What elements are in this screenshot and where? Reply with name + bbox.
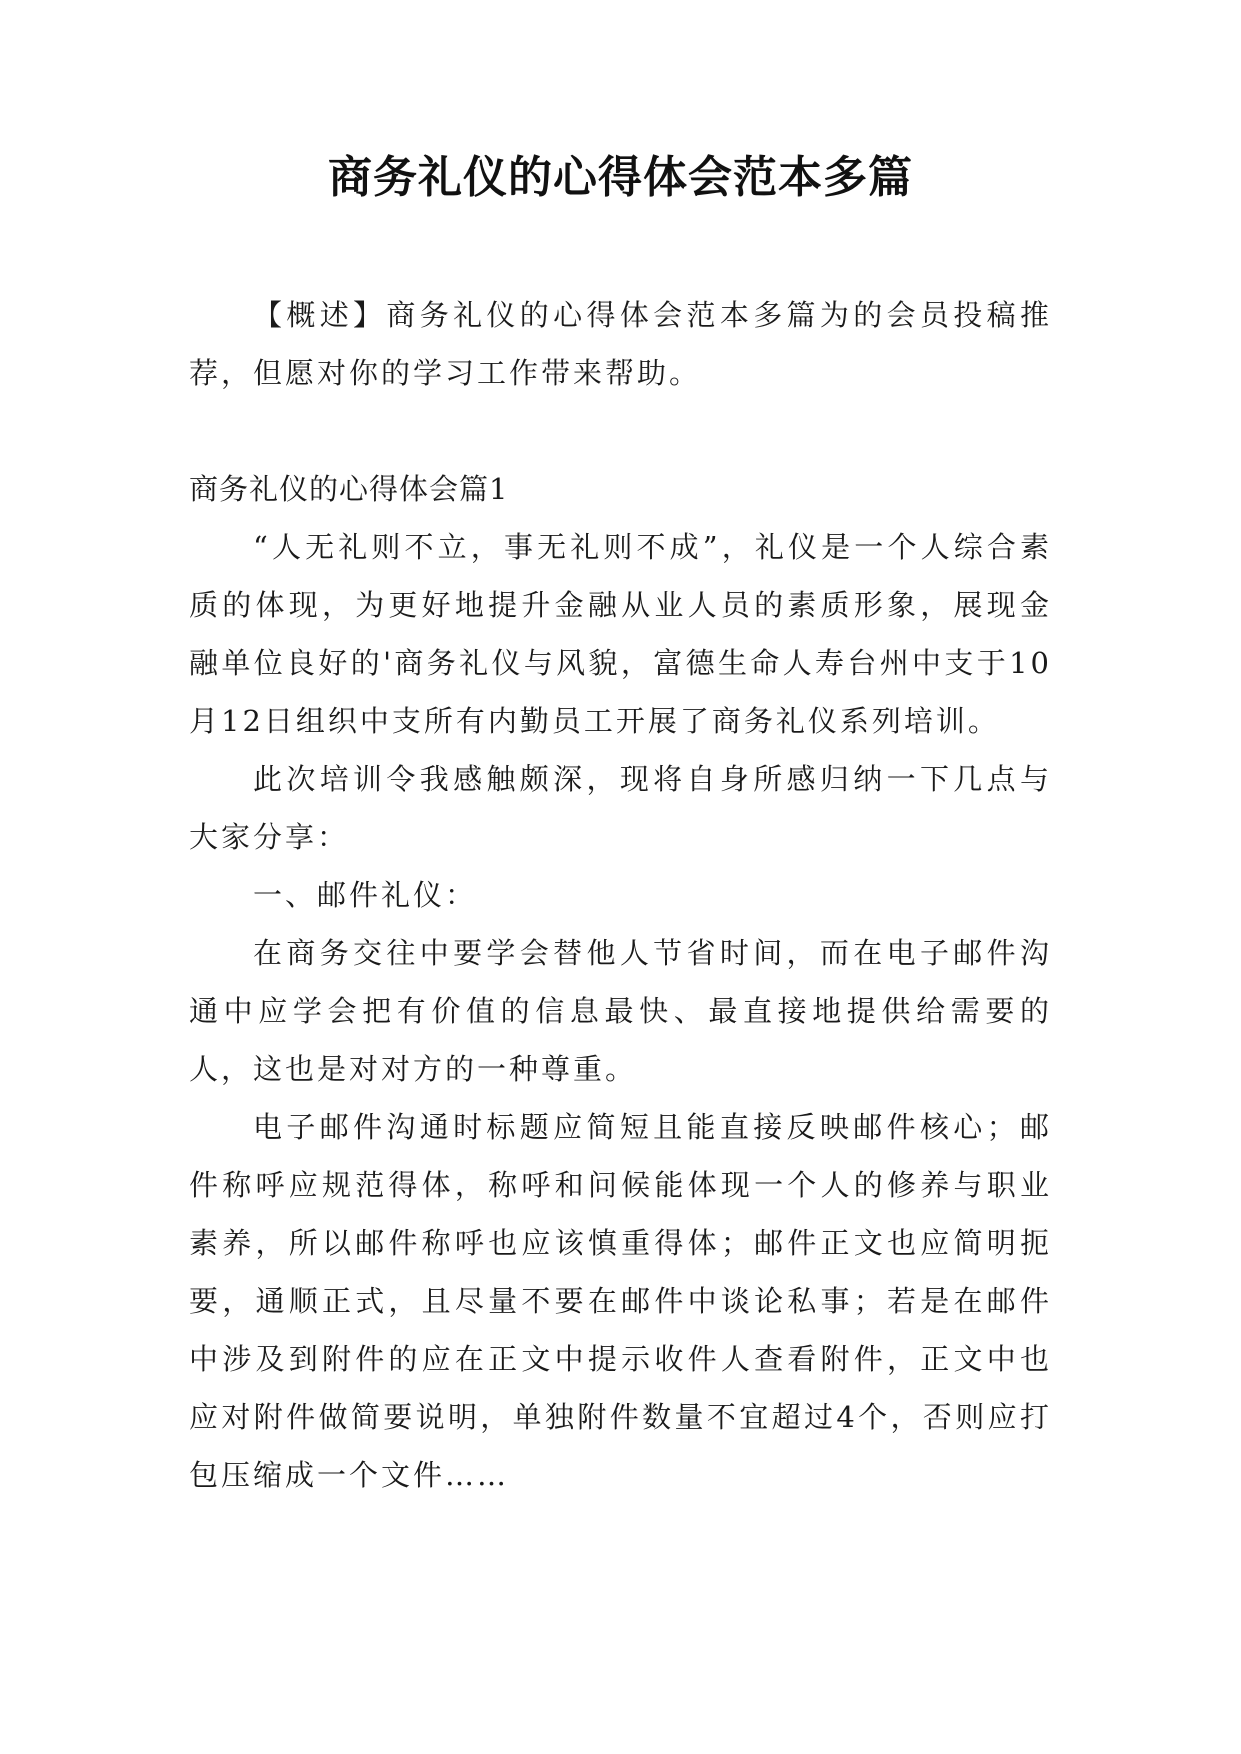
document-body bbox=[189, 286, 1052, 1504]
body-paragraph: 此次培训令我感触颇深，现将自身所感归纳一下几点与大家分享： bbox=[189, 762, 1052, 854]
subheading-paragraph: 一、邮件礼仪： bbox=[253, 878, 478, 912]
body-paragraph: 电子邮件沟通时标题应简短且能直接反映邮件核心；邮件称呼应规范得体，称呼和问候能体现一个人的修养与职业素养，所以邮件称呼也应该慎重得体；邮件正文也应简明扼要，通顺正式，且尽量不要在邮件中谈论私事；若是在邮件中涉及到附件的应在正文中提示收件人查看附件，正文中也应对附件做简要说明，单独附件数量不宜超过4个，否则应打包压缩成一个文件…… bbox=[189, 1110, 1052, 1492]
body-paragraph: 在商务交往中要学会替他人节省时间，而在电子邮件沟通中应学会把有价值的信息最快、最直接地提供给需要的人，这也是对对方的一种尊重。 bbox=[189, 936, 1052, 1086]
section-heading: 商务礼仪的心得体会篇1 bbox=[189, 472, 509, 506]
summary-block bbox=[189, 286, 1052, 402]
document-title: 商务礼仪的心得体会范本多篇 bbox=[328, 152, 913, 203]
body-paragraph: “人无礼则不立，事无礼则不成”，礼仪是一个人综合素质的体现，为更好地提升金融从业人员的素质形象，展现金融单位良好的'商务礼仪与风貌，富德生命人寿台州中支于10月12日组织中支所有内勤员工开展了商务礼仪系列培训。 bbox=[189, 530, 1052, 738]
summary-paragraph: 【概述】商务礼仪的心得体会范本多篇为的会员投稿推荐，但愿对你的学习工作带来帮助。 bbox=[189, 298, 1052, 390]
